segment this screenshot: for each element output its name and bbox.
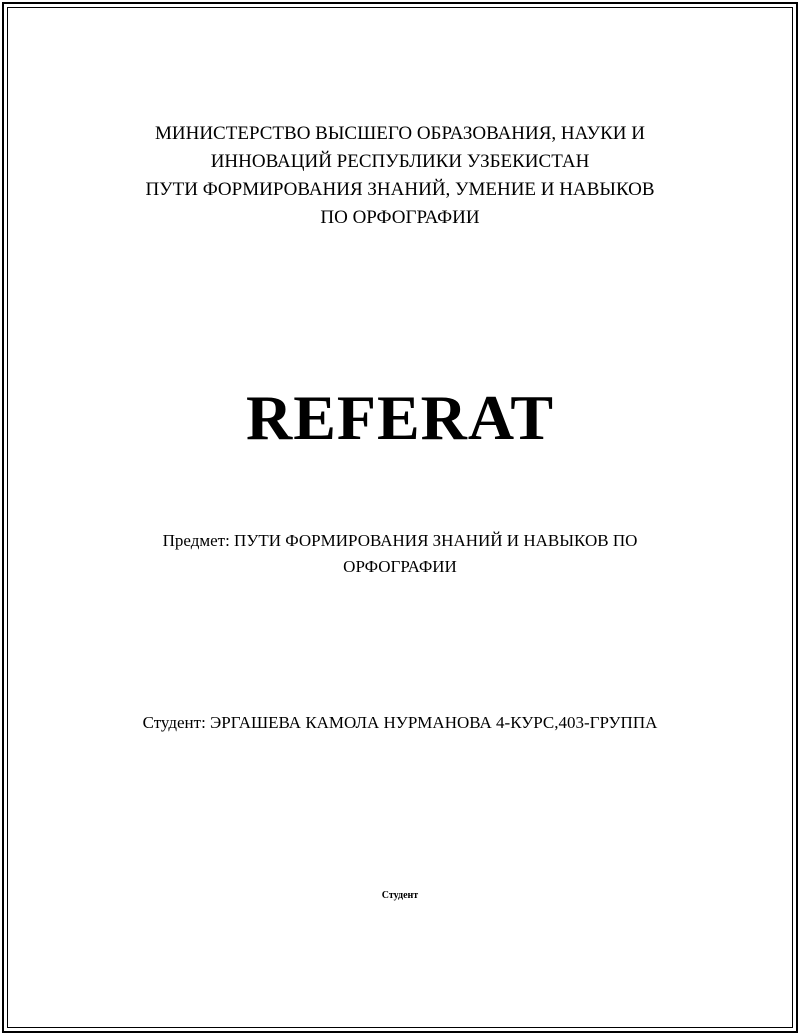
header-line-3: ПУТИ ФОРМИРОВАНИЯ ЗНАНИЙ, УМЕНИЕ И НАВЫКОВ xyxy=(145,179,655,200)
subject-block xyxy=(0,528,800,580)
header-line-1: МИНИСТЕРСТВО ВЫСШЕГО ОБРАЗОВАНИЯ, НАУКИ И xyxy=(155,123,645,144)
subject-line-2: ОРФОГРАФИИ xyxy=(343,557,457,576)
header-line-2: ИННОВАЦИЙ РЕСПУБЛИКИ УЗБЕКИСТАН xyxy=(210,151,590,172)
document-title: REFERAT xyxy=(245,382,555,453)
header-line-4: ПО ОРФОГРАФИИ xyxy=(320,207,480,228)
student-info: Студент: ЭРГАШЕВА КАМОЛА НУРМАНОВА 4-КУРС,403-ГРУППА xyxy=(142,713,658,732)
ministry-header xyxy=(0,120,800,232)
subject-line-1: Предмет: ПУТИ ФОРМИРОВАНИЯ ЗНАНИЙ И НАВЫКОВ ПО xyxy=(162,531,638,550)
footer-student-label: Студент xyxy=(381,890,419,901)
